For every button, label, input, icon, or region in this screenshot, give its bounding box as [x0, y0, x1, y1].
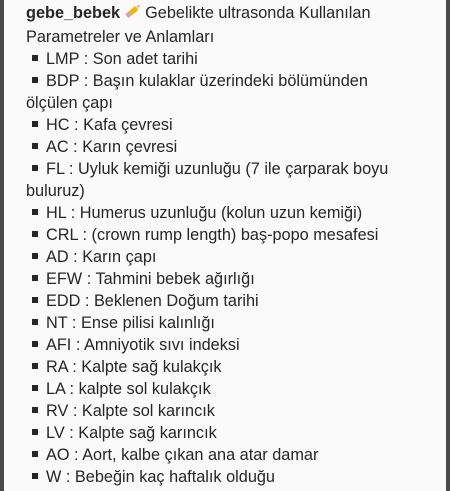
list-item-text: EDD : Beklenen Doğum tarihi	[46, 292, 259, 310]
bullet-icon	[32, 407, 38, 413]
list-item-text: HL : Humerus uzunluğu (kolun uzun kemiği)	[46, 204, 363, 222]
list-item-text: LA : kalpte sol kulakçık	[46, 380, 211, 398]
bullet-icon	[32, 275, 38, 281]
bullet-icon	[32, 253, 38, 259]
list-item	[26, 356, 438, 378]
list-item	[26, 378, 438, 400]
bullet-icon	[32, 341, 38, 347]
list-item-text: BDP : Başın kulaklar üzerindeki bölümünden	[46, 72, 368, 90]
bullet-icon	[32, 143, 38, 149]
bullet-icon	[32, 55, 38, 61]
list-item-text: LMP : Son adet tarihi	[46, 50, 198, 68]
bullet-icon	[32, 77, 38, 83]
list-item-text: LV : Kalpte sağ karıncık	[46, 424, 217, 442]
list-item-continuation: buluruz)	[26, 182, 85, 200]
list-item	[26, 224, 438, 246]
bullet-icon	[32, 319, 38, 325]
bullet-icon	[32, 451, 38, 457]
list-item	[26, 48, 438, 70]
list-item	[26, 158, 438, 180]
bullet-icon	[32, 385, 38, 391]
list-item	[26, 246, 438, 268]
post-caption	[26, 2, 438, 488]
bullet-icon	[32, 121, 38, 127]
bullet-icon	[32, 363, 38, 369]
bullet-icon	[32, 209, 38, 215]
list-item-text: HC : Kafa çevresi	[46, 116, 173, 134]
bullet-icon	[32, 473, 38, 479]
list-item-text: FL : Uyluk kemiği uzunluğu (7 ile çarparak boyu	[46, 160, 389, 178]
list-item-text: AD : Karın çapı	[46, 248, 157, 266]
username-link[interactable]: gebe_bebek	[26, 4, 121, 22]
list-item-continuation: ölçülen çapı	[26, 94, 113, 112]
caption-header	[26, 2, 438, 48]
list-item	[26, 136, 438, 158]
list-item	[26, 422, 438, 444]
list-item-text: AFI : Amniyotik sıvı indeksi	[46, 336, 240, 354]
list-item-text: AC : Karın çevresi	[46, 138, 178, 156]
screen-frame-right	[446, 0, 450, 491]
caption-title: Gebelikte ultrasonda Kullanılan Parametreler ve Anlamları	[26, 4, 371, 46]
list-item-text: RA : Kalpte sağ kulakçık	[46, 358, 222, 376]
list-item	[26, 400, 438, 422]
list-item	[26, 444, 438, 466]
list-item	[26, 202, 438, 224]
list-item-text: RV : Kalpte sol karıncık	[46, 402, 215, 420]
bullet-icon	[32, 297, 38, 303]
pencil-icon	[123, 2, 143, 26]
bullet-icon	[32, 231, 38, 237]
list-item	[26, 312, 438, 334]
bullet-icon	[32, 429, 38, 435]
list-item-text: W : Bebeğin kaç haftalık olduğu	[46, 468, 275, 486]
list-item	[26, 334, 438, 356]
list-item	[26, 70, 438, 92]
list-item-text: CRL : (crown rump length) baş-popo mesafesi	[46, 226, 379, 244]
bullet-icon	[32, 165, 38, 171]
list-item	[26, 114, 438, 136]
list-item-text: EFW : Tahmini bebek ağırlığı	[46, 270, 255, 288]
list-item	[26, 290, 438, 312]
parameter-list	[26, 48, 438, 488]
list-item	[26, 268, 438, 290]
list-item-text: AO : Aort, kalbe çıkan ana atar damar	[46, 446, 319, 464]
list-item-text: NT : Ense pilisi kalınlığı	[46, 314, 215, 332]
list-item	[26, 466, 438, 488]
screen-frame-left	[0, 0, 4, 491]
